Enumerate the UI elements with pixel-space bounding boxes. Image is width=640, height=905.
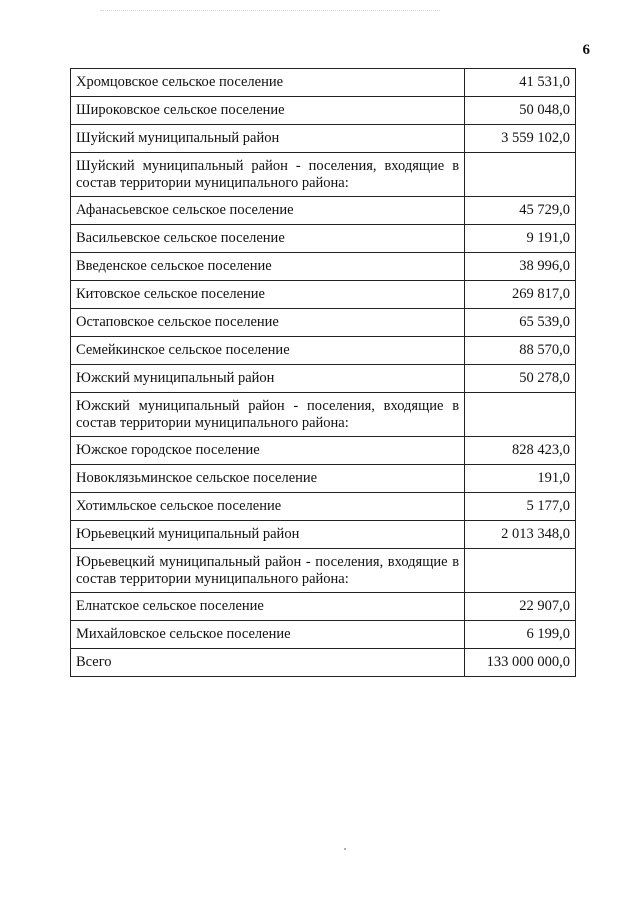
table-row [71,437,576,465]
row-value: 45 729,0 [465,197,576,225]
row-name: Введенское сельское поселение [71,253,465,281]
row-name: Семейкинское сельское поселение [71,337,465,365]
table-row [71,97,576,125]
row-value: 50 278,0 [465,365,576,393]
table-row [71,621,576,649]
row-name: Шуйский муниципальный район [71,125,465,153]
row-name: Южское городское поселение [71,437,465,465]
row-name: Юрьевецкий муниципальный район - поселения, входящие в состав территории муниципального района: [71,549,465,593]
row-name: Хромцовское сельское поселение [71,69,465,97]
row-name: Юрьевецкий муниципальный район [71,521,465,549]
table-row [71,465,576,493]
row-value [465,153,576,197]
row-name: Елнатское сельское поселение [71,593,465,621]
table-row [71,593,576,621]
row-value: 65 539,0 [465,309,576,337]
row-value: 3 559 102,0 [465,125,576,153]
row-value [465,549,576,593]
table-row [71,337,576,365]
table-row [71,281,576,309]
table-row [71,493,576,521]
row-name: Васильевское сельское поселение [71,225,465,253]
row-value: 50 048,0 [465,97,576,125]
total-row [71,649,576,677]
row-value: 269 817,0 [465,281,576,309]
table-row [71,253,576,281]
row-value: 6 199,0 [465,621,576,649]
table-row [71,521,576,549]
page-number: 6 [582,42,590,58]
row-name: Афанасьевское сельское поселение [71,197,465,225]
row-name: Михайловское сельское поселение [71,621,465,649]
total-value: 133 000 000,0 [465,649,576,677]
table-row [71,549,576,593]
table-row [71,153,576,197]
table-row [71,365,576,393]
table-row [71,125,576,153]
budget-table [70,68,576,677]
row-value: 41 531,0 [465,69,576,97]
row-value [465,393,576,437]
row-name: Шуйский муниципальный район - поселения, входящие в состав территории муниципального района: [71,153,465,197]
total-label: Всего [71,649,465,677]
row-name: Китовское сельское поселение [71,281,465,309]
table-row [71,393,576,437]
row-value: 88 570,0 [465,337,576,365]
table-row [71,225,576,253]
table-row [71,309,576,337]
row-name: Южский муниципальный район - поселения, входящие в состав территории муниципального района: [71,393,465,437]
table-row [71,197,576,225]
row-value: 5 177,0 [465,493,576,521]
row-name: Хотимльское сельское поселение [71,493,465,521]
row-name: Южский муниципальный район [71,365,465,393]
row-value: 9 191,0 [465,225,576,253]
row-value: 2 013 348,0 [465,521,576,549]
row-name: Новоклязьминское сельское поселение [71,465,465,493]
table-row [71,69,576,97]
row-value: 38 996,0 [465,253,576,281]
row-value: 828 423,0 [465,437,576,465]
row-value: 191,0 [465,465,576,493]
row-name: Широковское сельское поселение [71,97,465,125]
scan-dot [344,848,346,850]
row-value: 22 907,0 [465,593,576,621]
row-name: Остаповское сельское поселение [71,309,465,337]
scan-artifact [100,10,440,13]
